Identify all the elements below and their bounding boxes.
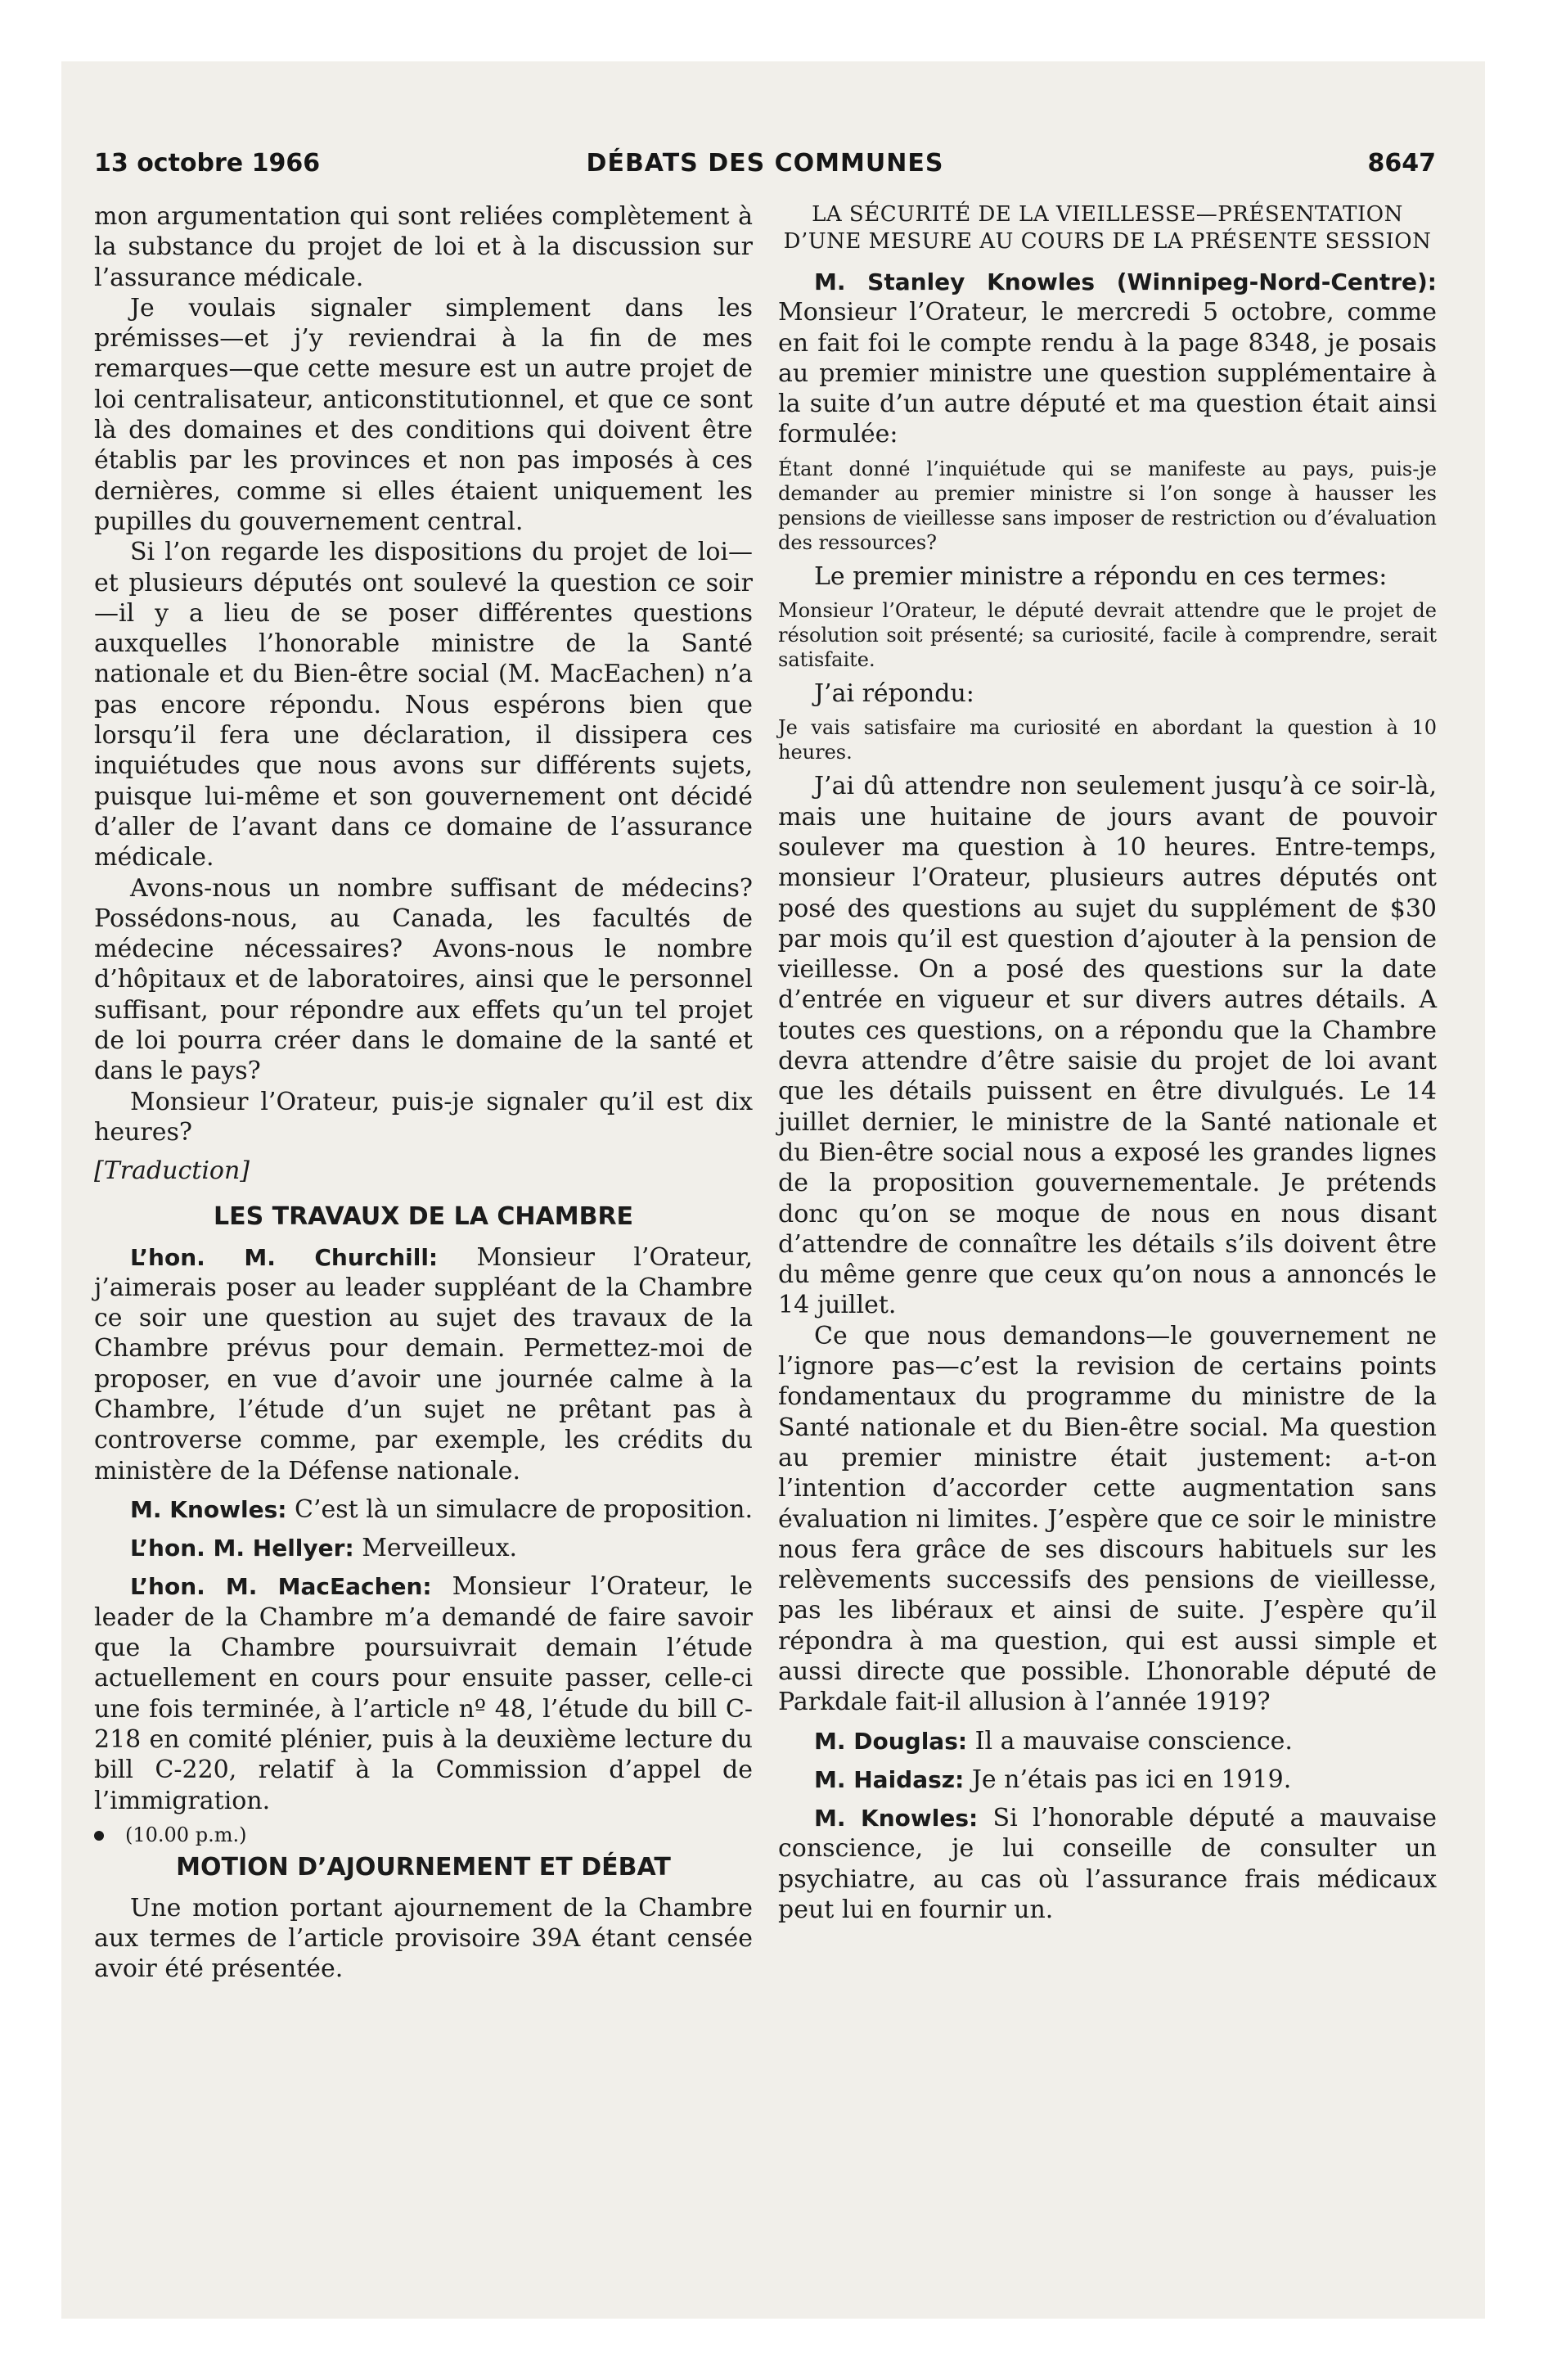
header-page-number: 8647 xyxy=(1367,149,1436,178)
paragraph: Monsieur l’Orateur, puis-je signaler qu’il est dix heures? xyxy=(94,1087,753,1147)
header-date: 13 octobre 1966 xyxy=(94,149,321,178)
section-heading: MOTION D’AJOURNEMENT ET DÉBAT xyxy=(176,1852,671,1882)
speech-text: Je n’étais pas ici en 1919. xyxy=(971,1765,1292,1794)
paragraph: mon argumentation qui sont reliées complètement à la substance du projet de loi et à la discussion sur l’assurance médicale. xyxy=(94,202,753,292)
quotation: Étant donné l’inquiétude qui se manifeste au pays, puis-je demander au premier ministre si l’on songe à hausser les pensions de vieillesse sans imposer de restriction ou d’évaluation des ressources? xyxy=(778,457,1437,554)
speaker-name: M. Knowles: xyxy=(814,1805,979,1832)
speaker-name: M. Stanley Knowles (Winnipeg-Nord-Centre): xyxy=(814,268,1437,295)
paragraph: Je voulais signaler simplement dans les prémisses—et j’y reviendrai à la fin de mes remarques—que cette mesure est un autre projet de loi centralisateur, anticonstitutionnel, et que ce sont là des domaines et des conditions qui doivent être établis par les provinces et non pas imposés à ces dernières, comme si elles étaient uniquement les pupilles du gouvernement central. xyxy=(94,293,753,536)
right-column xyxy=(778,201,1437,1925)
speech-maceachen xyxy=(94,1571,753,1815)
speech-knowles xyxy=(778,267,1437,450)
quotation: Monsieur l’Orateur, le député devrait attendre que le projet de résolution soit présenté; sa curiosité, facile à comprendre, serait satisfaite. xyxy=(778,599,1437,672)
paragraph: Avons-nous un nombre suffisant de médecins? Possédons-nous, au Canada, les facultés de médecine nécessaires? Avons-nous le nombre d’hôpitaux et de laboratoires, ainsi que le personnel suffisant, pour répondre aux effets qu’un tel projet de loi pourra créer dans le domaine de la santé et dans le pays? xyxy=(94,873,753,1086)
speech-haidasz xyxy=(778,1765,1437,1795)
paragraph: Une motion portant ajournement de la Chambre aux termes de l’article provisoire 39A étant censée avoir été présentée. xyxy=(94,1893,753,1984)
section-heading: LES TRAVAUX DE LA CHAMBRE xyxy=(213,1201,634,1231)
paragraph: Ce que nous demandons—le gouvernement ne l’ignore pas—c’est la revision de certains points fondamentaux du programme du ministre de la Santé nationale et du Bien-être social. Ma question au premier ministre était justement: a-t-on l’intention d’accorder cette augmentation sans évaluation ni limites. J’espère que ce soir le ministre nous fera grâce de ses discours habituels sur les relèvements successifs des pensions de vieillesse, pas les libéraux et ainsi de suite. J’espère qu’il répondra à ma question, qui est aussi simple et aussi directe que possible. L’honorable député de Parkdale fait-il allusion à l’année 1919? xyxy=(778,1321,1437,1717)
left-column xyxy=(94,201,753,1985)
paragraph: J’ai répondu: xyxy=(814,679,974,709)
header-title: DÉBATS DES COMMUNES xyxy=(586,149,944,178)
speaker-name: M. Haidasz: xyxy=(814,1765,965,1793)
speaker-name: L’hon. M. MacEachen: xyxy=(130,1573,432,1601)
paragraph: Le premier ministre a répondu en ces termes: xyxy=(814,561,1388,591)
speech-text: Monsieur l’Orateur, le mercredi 5 octobre, comme en fait foi le compte rendu à la page 8348, je posais au premier ministre une question supplémentaire à la suite d’un autre député et ma question était ainsi formulée: xyxy=(778,298,1437,449)
speech-text: Merveilleux. xyxy=(362,1534,518,1563)
speech-text: Monsieur l’Orateur, le leader de la Chambre m’a demandé de faire savoir que la Chambre poursuivrait demain l’étude actuellement en cours pour ensuite passer, celle-ci une fois terminée, à l’article nº 48, l’étude du bill C-218 en comité plénier, puis à la deuxième lecture du bill C-220, relatif à la Commission d’appel de l’immigration. xyxy=(94,1572,753,1815)
speech-text: Si l’honorable député a mauvaise conscience, je lui conseille de consulter un psychiatre, au cas où l’assurance frais médicaux peut lui en fournir un. xyxy=(778,1804,1437,1925)
speech-knowles-2 xyxy=(778,1803,1437,1925)
paragraph: J’ai dû attendre non seulement jusqu’à ce soir-là, mais une huitaine de jours avant de pouvoir soulever ma question à 10 heures. Entre-temps, monsieur l’Orateur, plusieurs autres députés ont posé des questions au sujet du supplément de $30 par mois qu’il est question d’ajouter à la pension de vieillesse. On a posé des questions sur la date d’entrée en vigueur et sur divers autres détails. A toutes ces questions, on a répondu que la Chambre devra attendre d’être saisie du projet de loi avant que les détails puissent en être divulgués. Le 14 juillet dernier, le ministre de la Santé nationale et du Bien-être social nous a exposé les grandes lignes de la proposition gouvernementale. Je prétends donc qu’on se moque de nous en nous disant d’attendre de connaître les détails s’ils doivent être du même genre que ceux qu’on nous a annoncés le 14 juillet. xyxy=(778,772,1437,1320)
speech-text: Monsieur l’Orateur, j’aimerais poser au leader suppléant de la Chambre ce soir une question au sujet des travaux de la Chambre prévus pour demain. Permettez-moi de proposer, en vue d’avoir une journée calme à la Chambre, l’étude d’un sujet ne prêtant pas à controverse comme, par exemple, les crédits du ministère de la Défense nationale. xyxy=(94,1242,753,1485)
speech-text: Il a mauvaise conscience. xyxy=(974,1726,1293,1756)
speech-text: C’est là un simulacre de proposition. xyxy=(294,1494,754,1524)
speaker-name: L’hon. M. Churchill: xyxy=(130,1243,439,1271)
bullet-icon xyxy=(94,1831,104,1841)
speech-douglas xyxy=(778,1726,1437,1756)
speech-knowles xyxy=(94,1494,753,1525)
time-text: (10.00 p.m.) xyxy=(125,1823,247,1846)
time-marker xyxy=(94,1821,753,1849)
speaker-name: M. Douglas: xyxy=(814,1727,968,1755)
speaker-name: M. Knowles: xyxy=(130,1495,287,1523)
paragraph: Si l’on regarde les dispositions du projet de loi—et plusieurs députés ont soulevé la question ce soir—il y a lieu de se poser différentes questions auxquelles l’honorable ministre de la Santé nationale et du Bien-être social (M. MacEachen) n’a pas encore répondu. Nous espérons bien que lorsqu’il fera une déclaration, il dissipera ces inquiétudes que nous avons sur différents sujets, puisque lui-même et son gouvernement ont décidé d’aller de l’avant dans ce domaine de l’assurance médicale. xyxy=(94,538,753,872)
speaker-name: L’hon. M. Hellyer: xyxy=(130,1535,354,1562)
speech-hellyer xyxy=(94,1533,753,1563)
page-header xyxy=(94,143,1436,184)
quotation: Je vais satisfaire ma curiosité en abordant la question à 10 heures. xyxy=(778,716,1437,764)
speech-churchill xyxy=(94,1242,753,1486)
section-subheading: LA SÉCURITÉ DE LA VIEILLESSE—PRÉSENTATION D’UNE MESURE AU COURS DE LA PRÉSENTE SESSION xyxy=(783,202,1432,254)
translation-note: [Traduction] xyxy=(94,1156,250,1186)
